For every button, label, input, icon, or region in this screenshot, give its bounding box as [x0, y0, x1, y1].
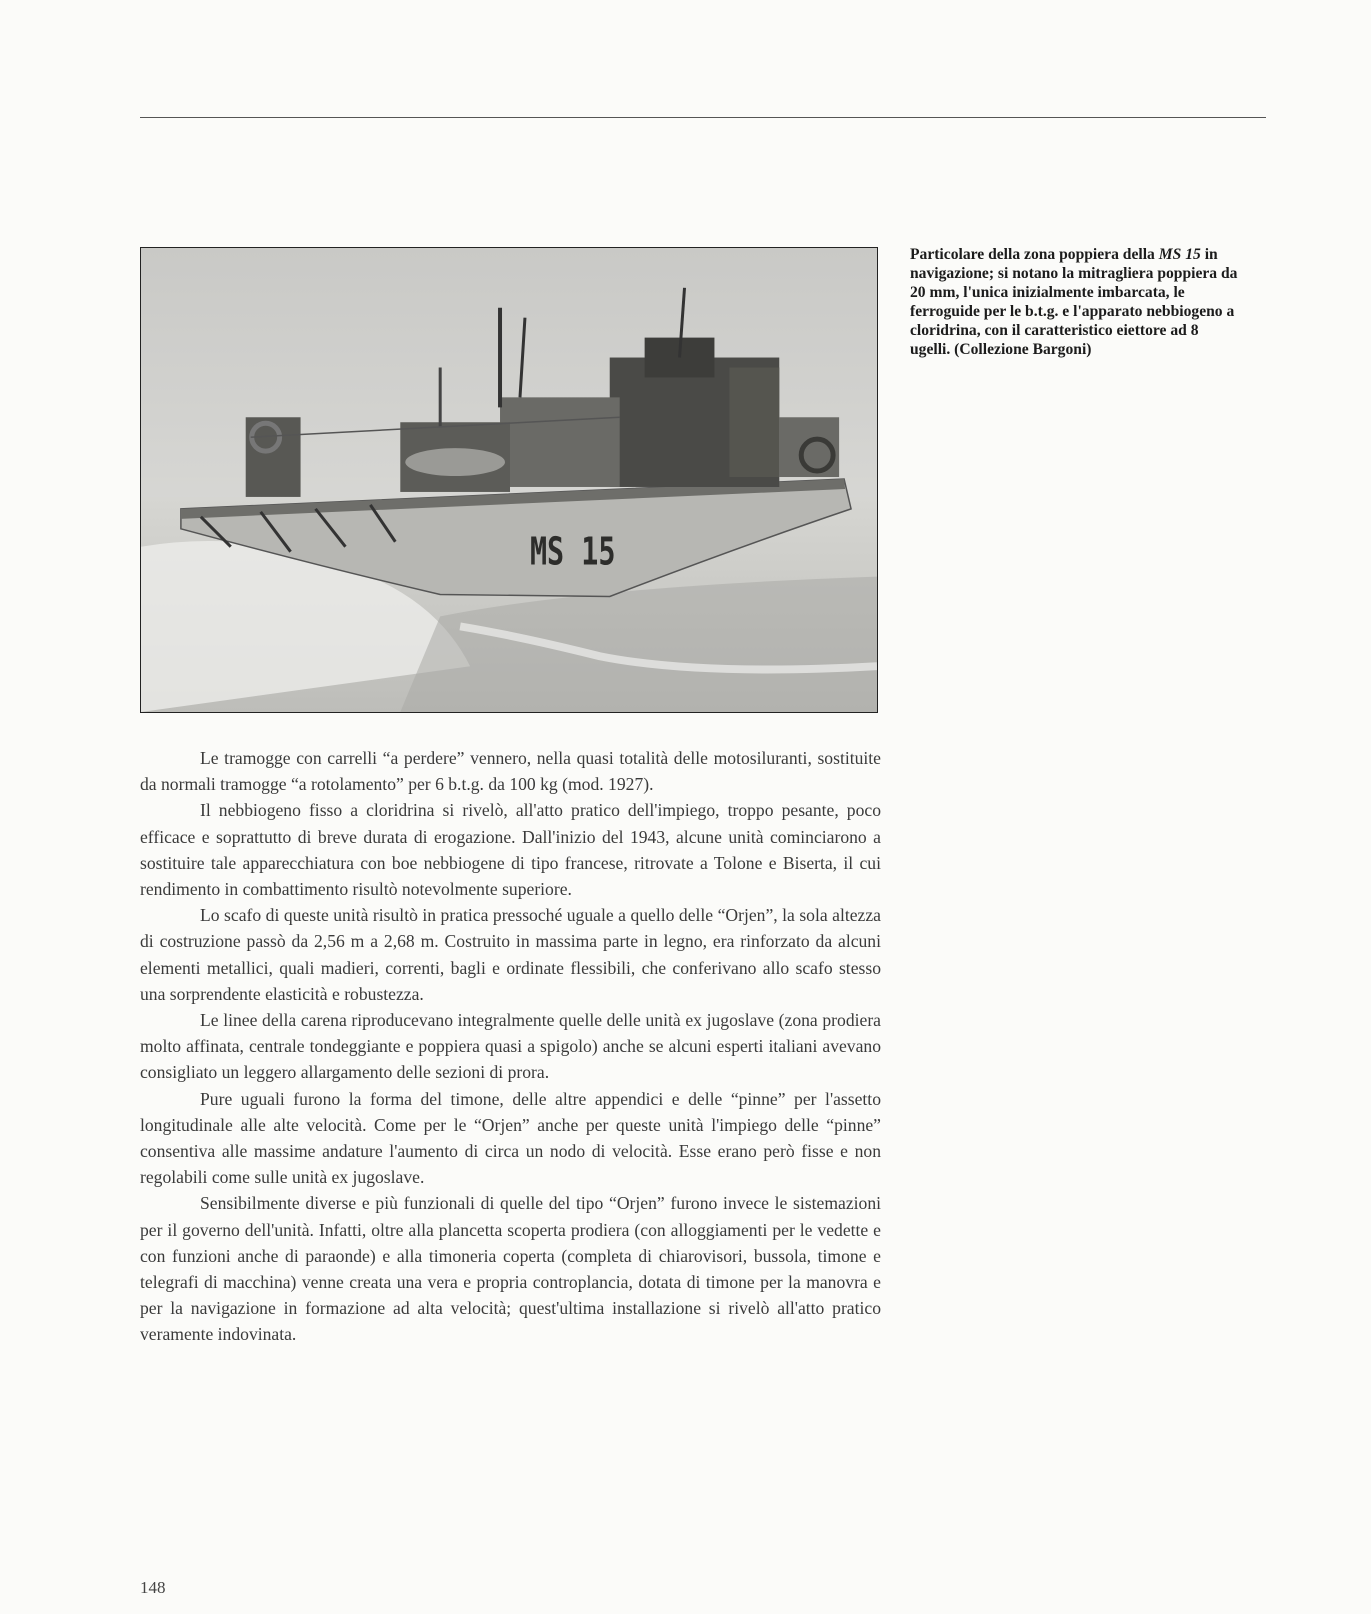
photo-caption: [910, 245, 1240, 359]
paragraph: Le tramogge con carrelli “a perdere” vennero, nella quasi totalità delle motosiluranti, sostituite da normali tramogge “a rotolamento” per 6 b.t.g. da 100 kg (mod. 1927).: [140, 748, 881, 795]
paragraph: Le linee della carena riproducevano integralmente quelle delle unità ex jugoslave (zona prodiera molto affinata, centrale tondeggiante e poppiera quasi a spigolo) anche se alcuni esperti italiani avevano consigliato un leggero allargamento delle sezioni di prora.: [140, 1010, 881, 1083]
body-text: [140, 745, 881, 1348]
hull-marking: MS 15: [529, 529, 616, 574]
paragraph: Sensibilmente diverse e più funzionali di quelle del tipo “Orjen” furono invece le sistemazioni per il governo dell'unità. Infatti, oltre alla plancetta scoperta prodiera (con alloggiamenti per le vedette e con funzioni anche di paraonde) e alla timoneria coperta (completa di chiarovisori, bussola, timone e telegrafi di macchina) venne creata una vera e propria controplancia, dotata di timone per la manovra e per la navigazione in formazione ad alta velocità; quest'ultima installazione si rivelò all'atto pratico veramente indovinata.: [140, 1193, 881, 1345]
caption-rest: in navigazione; si notano la mitragliera poppiera da 20 mm, l'unica inizialmente imbarcata, le ferroguide per le b.t.g. e l'apparato nebbiogeno a cloridrina, con il caratteristico eiettore ad 8 ugelli. (Collezione Bargoni): [910, 246, 1238, 358]
paragraph: Il nebbiogeno fisso a cloridrina si rivelò, all'atto pratico dell'impiego, troppo pesante, poco efficace e soprattutto di breve durata di erogazione. Dall'inizio del 1943, alcune unità cominciarono a sostituire tale apparecchiatura con boe nebbiogene di tipo francese, ritrovate a Tolone e Biserta, il cui rendimento in combattimento risultò notevolmente superiore.: [140, 800, 881, 900]
boat-illustration: [141, 248, 877, 712]
boat-photo: [140, 247, 878, 713]
paragraph: Lo scafo di queste unità risultò in pratica pressoché uguale a quello delle “Orjen”, la sola altezza di costruzione passò da 2,56 m a 2,68 m. Costruito in massima parte in legno, era rinforzato da alcuni elementi metallici, quali madieri, correnti, bagli e ordinate flessibili, che conferivano allo scafo stesso una sorprendente elasticità e robustezza.: [140, 905, 881, 1004]
caption-lead: Particolare della zona poppiera della: [910, 246, 1159, 263]
paragraph: Pure uguali furono la forma del timone, delle altre appendici e delle “pinne” per l'assetto longitudinale alle alte velocità. Come per le “Orjen” anche per queste unità l'impiego delle “pinne” consentiva alle massime andature l'aumento di circa un nodo di velocità. Esse erano però fisse e non regolabili come sulle unità ex jugoslave.: [140, 1088, 881, 1188]
header-rule: [140, 117, 1266, 118]
page-number: 148: [140, 1578, 166, 1597]
caption-unit-name: MS 15: [1158, 246, 1201, 263]
